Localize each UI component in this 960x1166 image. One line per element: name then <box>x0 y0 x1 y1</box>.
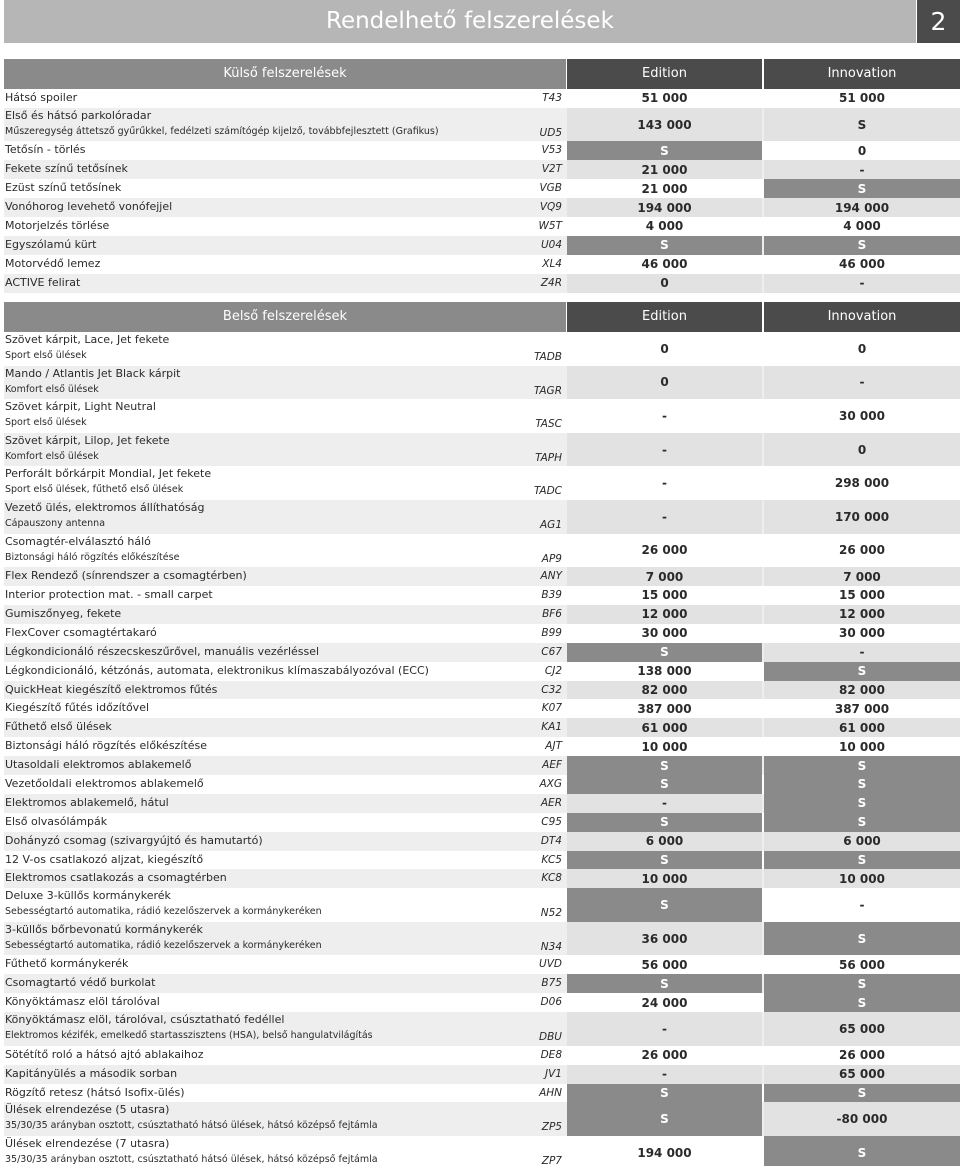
table-row <box>4 888 960 922</box>
item-name: Interior protection mat. - small carpet <box>5 588 213 602</box>
table-row <box>4 955 960 974</box>
item-name: Könyöktámasz elöl tárolóval <box>5 995 160 1009</box>
option-code: AER <box>540 796 562 809</box>
innovation-price: S <box>764 179 960 198</box>
innovation-price: 65 000 <box>764 1012 960 1046</box>
table-row <box>4 1012 960 1046</box>
item-name: Tetősín - törlés <box>5 143 86 157</box>
option-code: TASC <box>535 418 562 431</box>
table-row <box>4 466 960 500</box>
option-code: N52 <box>540 907 562 920</box>
table-row <box>4 217 960 236</box>
column-header-innovation: Innovation <box>764 59 960 89</box>
innovation-price: 6 000 <box>764 832 960 851</box>
option-code: B39 <box>541 589 562 602</box>
section-header <box>4 302 960 332</box>
item-name: Sötétítő roló a hátsó ajtó ablakaihoz <box>5 1047 204 1061</box>
innovation-price: 0 <box>857 143 867 158</box>
item-name: Ülések elrendezése (5 utasra) <box>5 1103 170 1117</box>
innovation-price: S <box>764 756 960 775</box>
edition-price: 6 000 <box>567 832 762 851</box>
option-code: TAGR <box>533 384 562 397</box>
edition-price: 12 000 <box>567 605 762 624</box>
edition-price: 30 000 <box>641 626 688 641</box>
item-description: Műszeregység áttetsző gyűrűkkel, fedélzeti számítógép kijelző, továbbfejlesztett (Grafikus) <box>5 125 439 137</box>
option-code: DBU <box>539 1031 562 1044</box>
edition-price: S <box>567 756 762 775</box>
table-row <box>4 662 960 681</box>
edition-price: 0 <box>567 366 762 400</box>
innovation-price: S <box>764 851 960 870</box>
exterior-equipment-section <box>4 59 960 293</box>
edition-price: - <box>567 1012 762 1046</box>
edition-price: S <box>567 1084 762 1103</box>
column-header-edition: Edition <box>567 59 762 89</box>
innovation-price: S <box>764 974 960 993</box>
table-row <box>4 756 960 775</box>
table-row <box>4 274 960 293</box>
page-number: 2 <box>917 0 960 43</box>
option-code: DE8 <box>540 1048 562 1061</box>
innovation-price: S <box>764 236 960 255</box>
page-title: Rendelhető felszerelések <box>4 0 916 43</box>
option-code: U04 <box>540 238 562 251</box>
item-name: Első és hátsó parkolóradar <box>5 108 152 122</box>
table-row <box>4 433 960 467</box>
option-code: JV1 <box>545 1067 562 1080</box>
table-row <box>4 89 960 108</box>
item-name: Vonóhorog levehető vonófejjel <box>5 200 173 214</box>
column-header-edition: Edition <box>567 302 762 332</box>
item-name: ACTIVE felirat <box>5 275 81 289</box>
item-name: Szövet kárpit, Light Neutral <box>5 400 156 414</box>
option-code: K07 <box>541 702 562 715</box>
option-code: TADC <box>533 485 562 498</box>
innovation-price: 15 000 <box>839 588 885 603</box>
innovation-price: - <box>764 160 960 179</box>
innovation-price: 10 000 <box>764 869 960 888</box>
interior-equipment-section <box>4 302 960 1166</box>
equipment-rows <box>4 89 960 293</box>
table-row <box>4 624 960 643</box>
item-name: Fűthető első ülések <box>5 720 112 734</box>
item-name: Légkondicionáló, kétzónás, automata, elektronikus klímaszabályozóval (ECC) <box>5 663 429 677</box>
option-code: AHN <box>539 1086 562 1099</box>
table-row <box>4 586 960 605</box>
table-row <box>4 605 960 624</box>
item-name: Szövet kárpit, Lace, Jet fekete <box>5 333 170 346</box>
item-description: 35/30/35 arányban osztott, csúsztatható hátsó ülések, hátsó középső fejtámla <box>5 1154 378 1166</box>
table-row <box>4 255 960 274</box>
table-row <box>4 1102 960 1136</box>
innovation-price: S <box>764 1084 960 1103</box>
table-row <box>4 160 960 179</box>
edition-price: - <box>567 433 762 467</box>
option-code: DT4 <box>540 834 562 847</box>
table-row <box>4 366 960 400</box>
table-row <box>4 567 960 586</box>
option-code: KC5 <box>541 853 562 866</box>
innovation-price: S <box>764 794 960 813</box>
item-name: Könyöktámasz elöl, tárolóval, csúsztatható fedéllel <box>5 1013 285 1027</box>
innovation-price: 61 000 <box>764 718 960 737</box>
edition-price: S <box>567 643 762 662</box>
edition-price: S <box>567 1102 762 1136</box>
item-name: Utasoldali elektromos ablakemelő <box>5 758 192 772</box>
item-name: 12 V-os csatlakozó aljzat, kiegészítő <box>5 852 204 866</box>
edition-price: 21 000 <box>641 181 688 196</box>
innovation-price: 0 <box>764 433 960 467</box>
item-description: Sport első ülések <box>5 350 87 361</box>
edition-price: 10 000 <box>567 869 762 888</box>
item-description: 35/30/35 arányban osztott, csúsztatható hátsó ülések, hátsó középső fejtámla <box>5 1120 378 1132</box>
item-name: Csomagtartó védő burkolat <box>5 976 156 990</box>
option-code: W5T <box>538 220 562 233</box>
innovation-price: - <box>764 366 960 400</box>
edition-price: 194 000 <box>637 1145 692 1160</box>
innovation-price: S <box>764 922 960 956</box>
equipment-rows <box>4 332 960 1166</box>
innovation-price: 7 000 <box>764 567 960 586</box>
table-row <box>4 794 960 813</box>
item-description: Sport első ülések <box>5 417 87 429</box>
item-description: Sebességtartó automatika, rádió kezelőszervek a kormánykeréken <box>5 939 322 951</box>
table-row <box>4 681 960 700</box>
edition-price: 26 000 <box>641 1048 688 1063</box>
edition-price: 0 <box>660 341 669 356</box>
option-code: C32 <box>541 683 562 696</box>
option-code: C95 <box>541 815 562 828</box>
item-name: Ezüst színű tetősínek <box>5 181 122 195</box>
table-row <box>4 332 960 366</box>
innovation-price: 194 000 <box>764 198 960 217</box>
innovation-price: S <box>764 1136 960 1166</box>
edition-price: S <box>567 888 762 922</box>
table-row <box>4 179 960 198</box>
item-name: Kiegészítő fűtés időzítővel <box>5 701 150 715</box>
innovation-price: S <box>764 662 960 681</box>
table-row <box>4 1136 960 1166</box>
option-code: B99 <box>541 626 562 639</box>
edition-price: 15 000 <box>641 588 688 603</box>
item-description: Komfort első ülések <box>5 383 99 395</box>
item-name: Deluxe 3-küllős kormánykerék <box>5 889 171 903</box>
option-code: VQ9 <box>539 201 562 214</box>
option-code: ZP7 <box>541 1155 562 1166</box>
edition-price: 4 000 <box>645 219 684 234</box>
item-name: Motorjelzés törlése <box>5 219 110 233</box>
option-code: T43 <box>542 92 562 104</box>
edition-price: S <box>567 775 762 794</box>
innovation-price: 46 000 <box>839 257 885 272</box>
option-code: BF6 <box>542 607 562 620</box>
edition-price: - <box>567 1065 762 1084</box>
item-name: Mando / Atlantis Jet Black kárpit <box>5 366 181 380</box>
innovation-price: 30 000 <box>839 408 885 423</box>
edition-price: S <box>567 813 762 832</box>
item-name: Szövet kárpit, Lilop, Jet fekete <box>5 433 170 447</box>
item-name: Ülések elrendezése (7 utasra) <box>5 1137 170 1151</box>
option-code: AXG <box>539 777 562 790</box>
edition-price: 82 000 <box>567 681 762 700</box>
edition-price: 51 000 <box>641 91 688 106</box>
innovation-price: S <box>764 108 960 142</box>
edition-price: S <box>567 141 762 160</box>
edition-price: 0 <box>567 274 762 293</box>
item-description: Elektromos kézifék, emelkedő startasszisztens (HSA), belső hangulatvilágítás <box>5 1030 373 1042</box>
table-row <box>4 534 960 568</box>
section-header <box>4 59 960 89</box>
edition-price: 143 000 <box>567 108 762 142</box>
innovation-price: 387 000 <box>834 701 890 716</box>
section-title: Belső felszerelések <box>4 302 566 332</box>
innovation-price: 51 000 <box>839 91 885 106</box>
innovation-price: 26 000 <box>839 1048 885 1063</box>
option-code: UVD <box>539 958 562 971</box>
item-name: Vezetőoldali elektromos ablakemelő <box>5 776 204 790</box>
option-code: KC8 <box>541 872 562 885</box>
innovation-price: - <box>764 274 960 293</box>
edition-price: 10 000 <box>641 739 688 754</box>
innovation-price: 170 000 <box>764 500 960 534</box>
table-row <box>4 974 960 993</box>
table-row <box>4 500 960 534</box>
innovation-price: 56 000 <box>839 957 885 972</box>
option-code: CJ2 <box>544 664 562 677</box>
edition-price: 387 000 <box>637 701 692 716</box>
option-code: UD5 <box>539 126 562 139</box>
innovation-price: - <box>764 643 960 662</box>
edition-price: 138 000 <box>637 664 692 679</box>
option-code: N34 <box>540 940 562 953</box>
table-row <box>4 718 960 737</box>
table-row <box>4 1046 960 1065</box>
edition-price: 7 000 <box>567 567 762 586</box>
option-code: VGB <box>539 182 562 195</box>
innovation-price: -80 000 <box>764 1102 960 1136</box>
item-name: Biztonsági háló rögzítés előkészítése <box>5 739 207 753</box>
option-code: TAPH <box>535 451 562 464</box>
item-name: Csomagtér-elválasztó háló <box>5 534 151 548</box>
table-row <box>4 1084 960 1103</box>
innovation-price: 10 000 <box>839 739 885 754</box>
item-name: Hátsó spoiler <box>5 91 78 104</box>
item-description: Komfort első ülések <box>5 450 99 462</box>
table-row <box>4 922 960 956</box>
table-row <box>4 643 960 662</box>
item-name: QuickHeat kiegészítő elektromos fűtés <box>5 682 218 696</box>
item-name: Fűthető kormánykerék <box>5 957 129 971</box>
table-row <box>4 1065 960 1084</box>
edition-price: - <box>567 794 762 813</box>
option-code: KA1 <box>541 721 562 734</box>
edition-price: S <box>567 851 762 870</box>
option-code: Z4R <box>540 276 562 289</box>
table-row <box>4 832 960 851</box>
item-name: 3-küllős bőrbevonatú kormánykerék <box>5 922 203 936</box>
table-row <box>4 198 960 217</box>
edition-price: - <box>662 408 667 423</box>
innovation-price: S <box>764 813 960 832</box>
option-code: V53 <box>541 144 562 157</box>
option-code: AG1 <box>540 518 562 531</box>
option-code: AJT <box>545 740 562 753</box>
edition-price: 61 000 <box>567 718 762 737</box>
item-description: Cápauszony antenna <box>5 517 106 529</box>
item-name: Kapitányülés a második sorban <box>5 1066 178 1080</box>
innovation-price: - <box>859 898 865 913</box>
option-code: ZP5 <box>541 1121 562 1134</box>
option-code: B75 <box>541 977 562 990</box>
edition-price: 194 000 <box>567 198 762 217</box>
table-row <box>4 993 960 1012</box>
table-row <box>4 813 960 832</box>
item-name: Gumiszőnyeg, fekete <box>5 606 122 620</box>
table-row <box>4 141 960 160</box>
item-name: Vezető ülés, elektromos állíthatóság <box>5 500 205 514</box>
option-code: TADB <box>534 351 562 363</box>
innovation-price: 4 000 <box>843 219 881 234</box>
item-name: Perforált bőrkárpit Mondial, Jet fekete <box>5 467 212 481</box>
item-name: Motorvédő lemez <box>5 256 101 270</box>
edition-price: 46 000 <box>641 257 688 272</box>
table-row <box>4 399 960 433</box>
table-row <box>4 236 960 255</box>
innovation-price: 65 000 <box>764 1065 960 1084</box>
table-row <box>4 737 960 756</box>
edition-price: - <box>662 476 667 491</box>
edition-price: 24 000 <box>641 995 688 1010</box>
item-name: Légkondicionáló részecskeszűrővel, manuális vezérléssel <box>5 644 320 658</box>
innovation-price: 82 000 <box>764 681 960 700</box>
column-header-innovation: Innovation <box>764 302 960 332</box>
innovation-price: S <box>764 775 960 794</box>
section-title: Külső felszerelések <box>4 59 566 89</box>
edition-price: 21 000 <box>567 160 762 179</box>
table-row <box>4 699 960 718</box>
item-name: Flex Rendező (sínrendszer a csomagtérben) <box>5 569 247 583</box>
item-name: Dohányzó csomag (szivargyújtó és hamutartó) <box>5 833 263 847</box>
table-row <box>4 108 960 142</box>
innovation-price: 12 000 <box>764 605 960 624</box>
innovation-price: S <box>764 993 960 1012</box>
option-code: C67 <box>541 645 562 658</box>
item-name: Fekete színű tetősínek <box>5 162 128 176</box>
item-description: Sebességtartó automatika, rádió kezelőszervek a kormánykeréken <box>5 906 322 918</box>
innovation-price: 0 <box>857 341 867 356</box>
option-code: XL4 <box>542 257 562 270</box>
item-description: Biztonsági háló rögzítés előkészítése <box>5 551 180 563</box>
edition-price: S <box>567 974 762 993</box>
item-name: Első olvasólámpák <box>5 814 108 828</box>
table-row <box>4 869 960 888</box>
table-row <box>4 775 960 794</box>
item-name: Rögzítő retesz (hátsó Isofix-ülés) <box>5 1085 185 1099</box>
edition-price: S <box>567 236 762 255</box>
option-code: AP9 <box>541 552 562 565</box>
edition-price: 56 000 <box>641 957 688 972</box>
innovation-price: 30 000 <box>839 626 885 641</box>
option-code: AEF <box>542 759 562 772</box>
item-description: Sport első ülések, fűthető első ülések <box>5 484 184 496</box>
edition-price: - <box>567 500 762 534</box>
item-name: Egyszólamú kürt <box>5 237 97 251</box>
edition-price: 36 000 <box>567 922 762 956</box>
item-name: Elektromos csatlakozás a csomagtérben <box>5 871 227 885</box>
innovation-price: 298 000 <box>834 476 890 491</box>
item-name: Elektromos ablakemelő, hátul <box>5 795 169 809</box>
option-code: D06 <box>540 996 562 1009</box>
item-name: FlexCover csomagtértakaró <box>5 625 157 639</box>
table-row <box>4 851 960 870</box>
option-code: ANY <box>540 570 562 583</box>
option-code: V2T <box>541 163 562 176</box>
edition-price: 26 000 <box>641 543 688 558</box>
innovation-price: 26 000 <box>839 543 885 558</box>
